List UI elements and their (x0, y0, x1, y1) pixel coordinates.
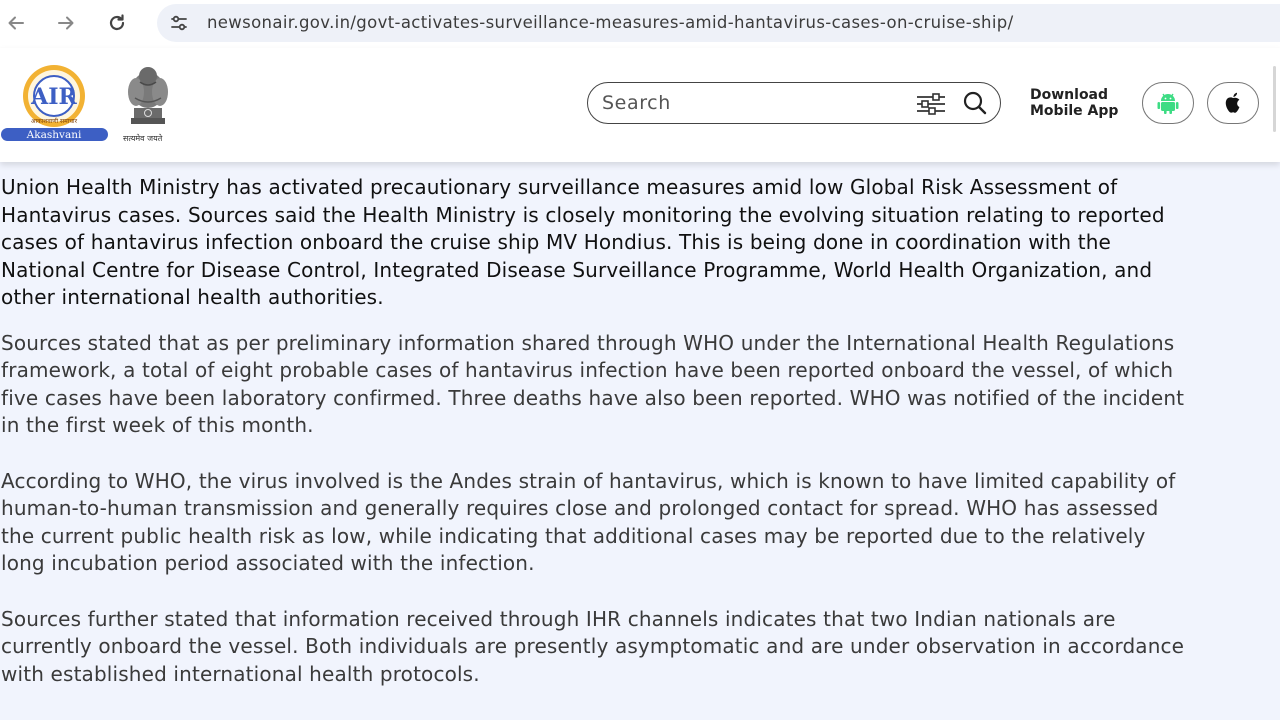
scrollbar[interactable] (1273, 66, 1276, 132)
search-input[interactable] (602, 89, 902, 117)
site-header (0, 48, 1280, 162)
download-line-1: Download (1030, 87, 1109, 103)
download-line-2: Mobile App (1030, 103, 1119, 119)
article-paragraph: According to WHO, the virus involved is the Andes strain of hantavirus, which is known to have limited capability of human-to-human transmission and generally requires close and prolonged contact for spread. WHO has assessed the current public health risk as low, while indicating that additional cases may be reported due to the relatively long incubation period associated with the infection. (1, 468, 1176, 575)
article-body (1, 174, 1191, 716)
android-app-button[interactable] (1142, 82, 1194, 124)
article-paragraph: Sources stated that as per preliminary information shared through WHO under the International Health Regulations framework, a total of eight probable cases of hantavirus infection have been reported onboard the vessel, of which five cases have been laboratory confirmed. Three deaths have also been reported. WHO was notified of the incident in the first week of this month. (1, 330, 1185, 437)
download-app-label (1030, 87, 1118, 119)
reload-icon[interactable] (102, 8, 132, 38)
apple-icon (1221, 90, 1245, 116)
filter-sliders-icon[interactable] (915, 92, 947, 116)
article-paragraph: Union Health Ministry has activated precautionary surveillance measures amid low Global Risk Assessment of Hantavirus cases. Sources said the Health Ministry is closely monitoring the evolving situation relating to reported cases of hantavirus infection onboard the cruise ship MV Hondius. This is being done in coordination with the National Centre for Disease Control, Integrated Disease Surveillance Programme, World Health Organization, and other international health authorities. (1, 175, 1165, 309)
akashvani-logo[interactable] (0, 62, 110, 142)
search-icon[interactable] (962, 90, 988, 116)
article-paragraph: Sources further stated that information received through IHR channels indicates that two Indian nationals are currently onboard the vessel. Both individuals are presently asymptomatic and are under observation in accordance with established international health protocols. (1, 606, 1185, 686)
logo-letters: AIR (31, 84, 77, 110)
forward-arrow-icon[interactable] (51, 8, 81, 38)
emblem-caption: सत्यमेव जयते (123, 134, 163, 143)
search-bar[interactable] (587, 82, 1001, 124)
article-content (0, 162, 1280, 720)
apple-app-button[interactable] (1207, 82, 1259, 124)
logo-text: Akashvani (26, 129, 82, 141)
national-emblem (118, 62, 178, 144)
address-bar[interactable] (157, 4, 1280, 42)
android-icon (1155, 90, 1181, 116)
site-info-icon[interactable] (165, 9, 193, 37)
browser-toolbar (0, 0, 1280, 46)
back-arrow-icon[interactable] (1, 8, 31, 38)
url-text[interactable]: newsonair.gov.in/govt-activates-surveillance-measures-amid-hantavirus-cases-on-cruise-ship/ (207, 13, 1014, 32)
logo-hindi: आकाशवाणी समाचार (30, 118, 78, 125)
